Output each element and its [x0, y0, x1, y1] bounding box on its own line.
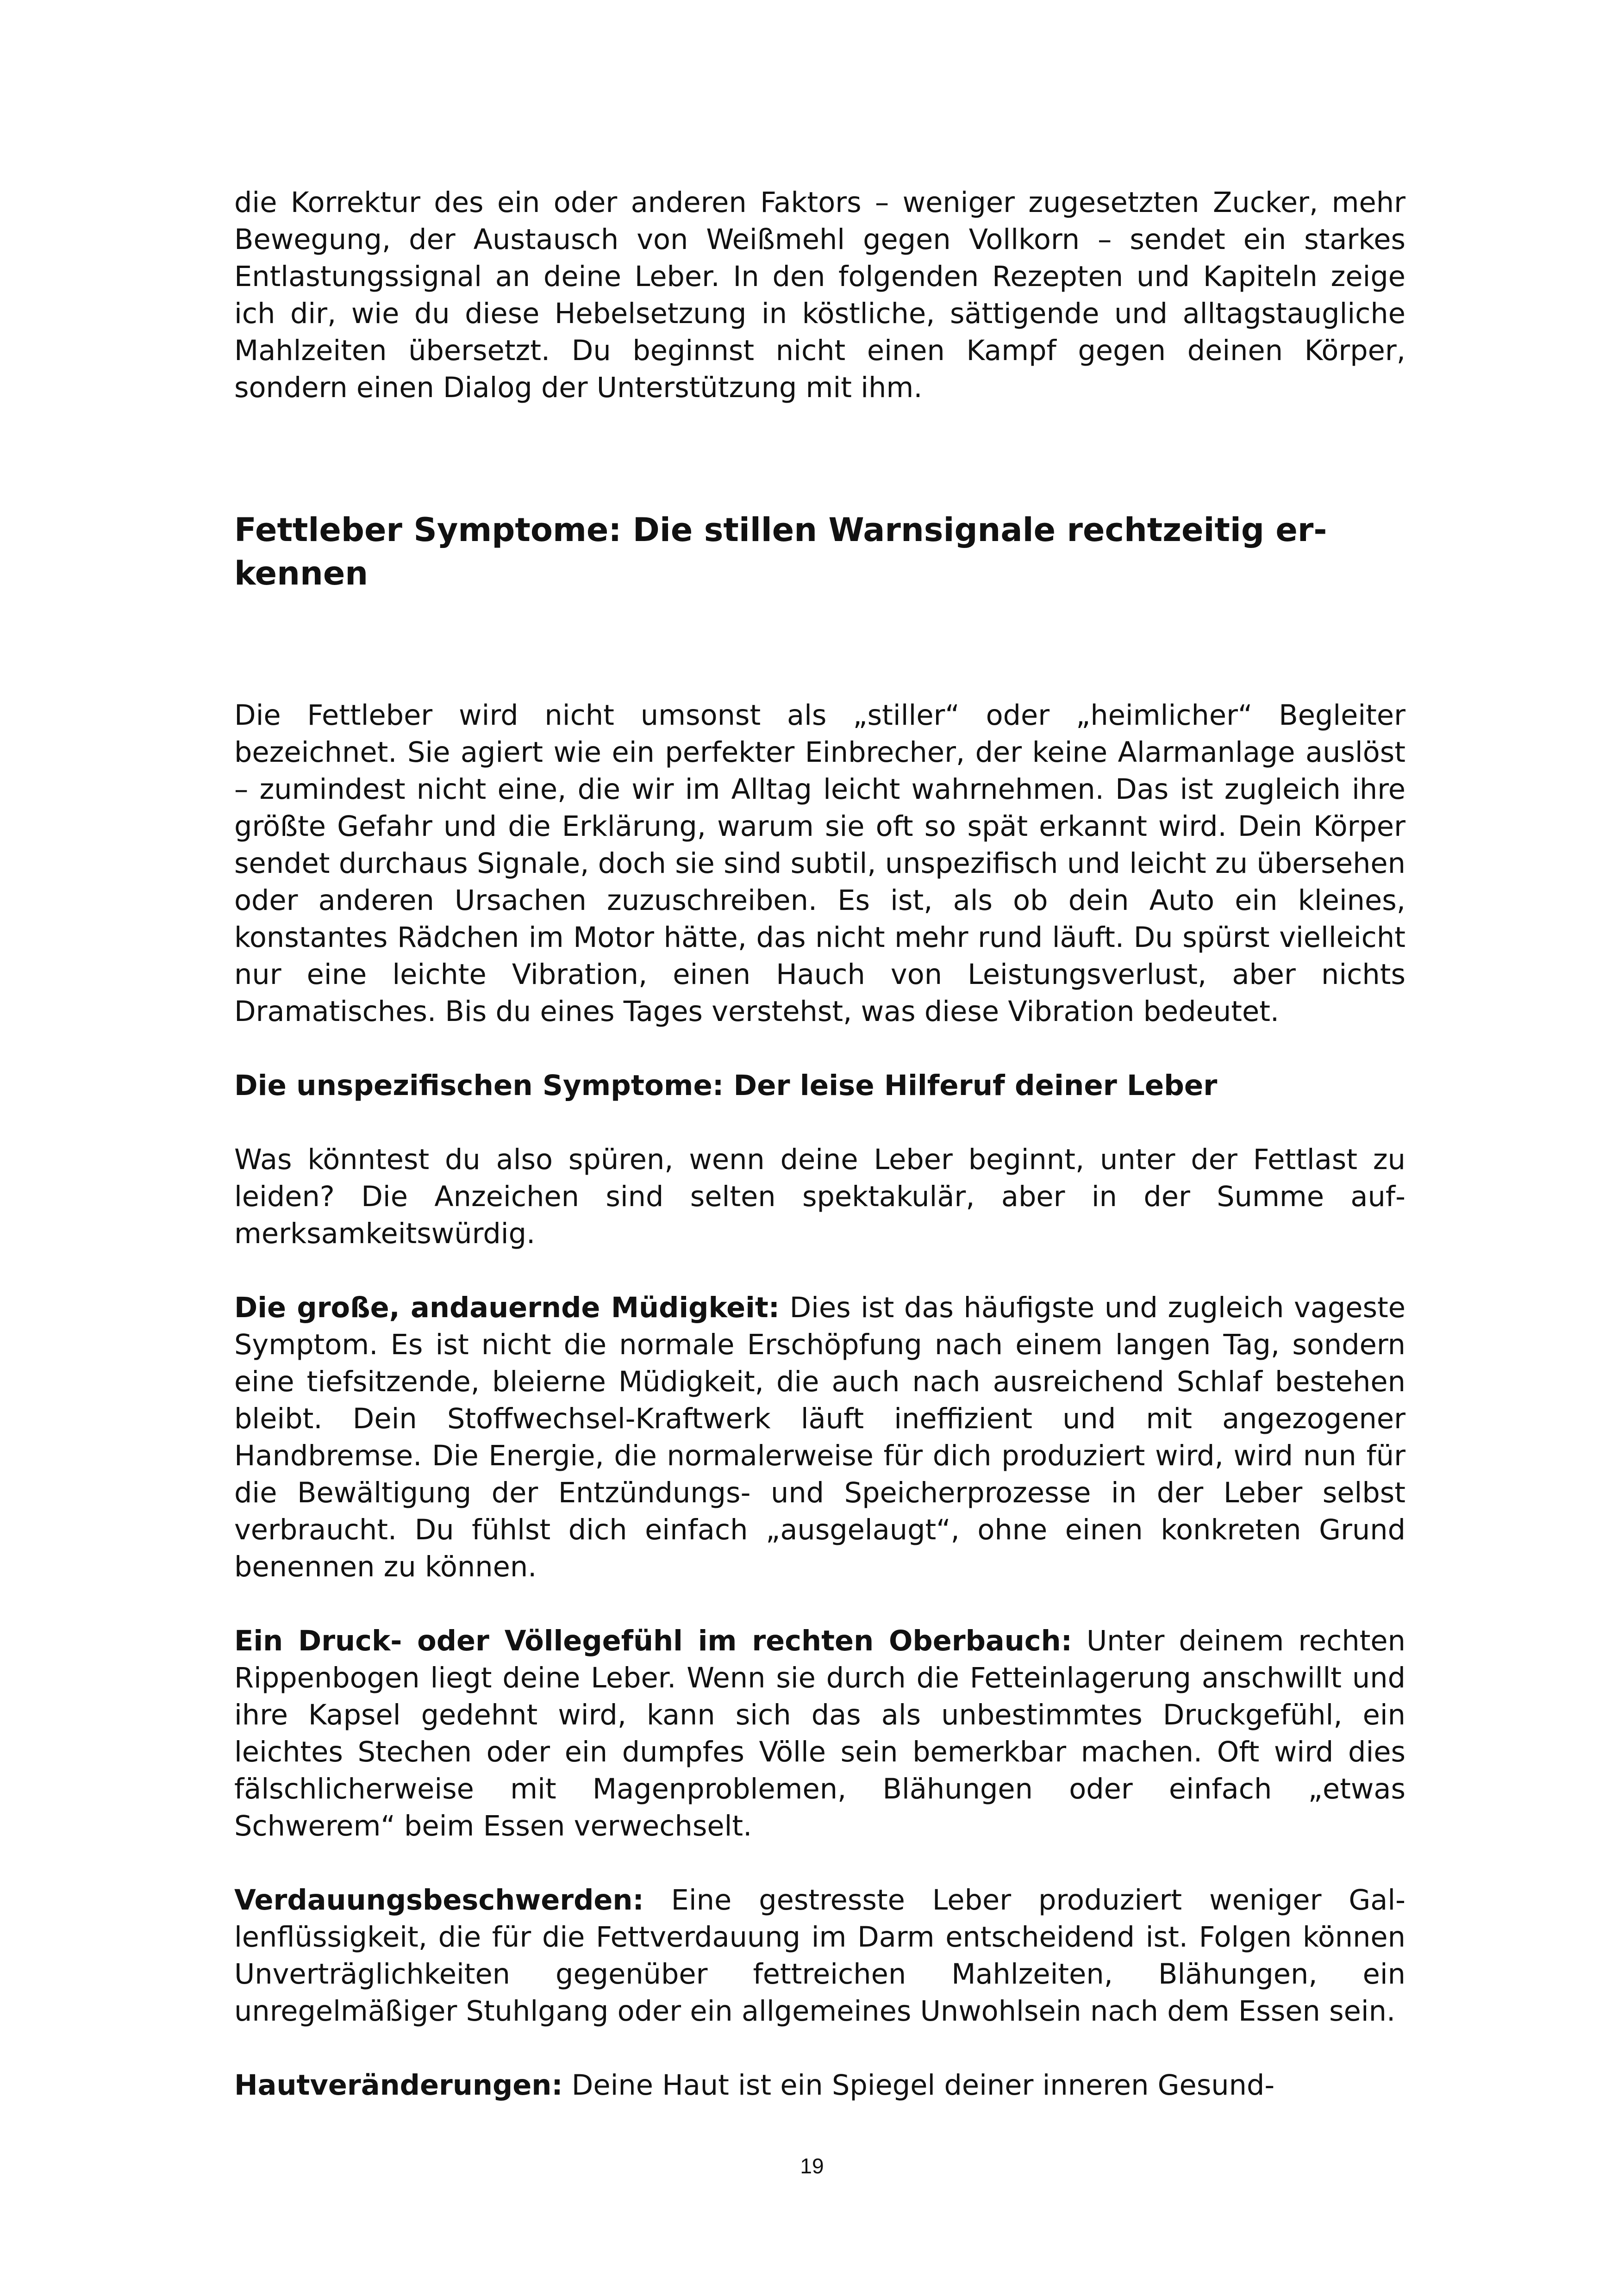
symptom-term: Hautveränderungen: [234, 2069, 563, 2102]
spacer [234, 1030, 1405, 1067]
symptom-text: Deine Haut ist ein Spiegel deiner inneren Gesund- [562, 2069, 1275, 2102]
symptom-paragraph-pressure [234, 1623, 1405, 1845]
section-heading: Fettleber Symptome: Die stillen Warnsignale rechtzeitig erkennen [234, 511, 1327, 592]
subsection-intro-paragraph: Was könntest du also spüren, wenn deine Leber beginnt, unter der Fettlast zu leiden? Die Anzeichen sind selten spektakulär, aber in der Summe aufmerksamkeitswürdig. [234, 1144, 1405, 1250]
symptom-text: Eine gestresste Leber produziert weniger Gallenflüssigkeit, die für die Fettverdauung im Darm entscheidend ist. Folgen können Unverträglichkeiten gegenüber fettreichen Mahlzeiten, Blähungen, ein unregelmäßiger Stuhlgang oder ein allgemeines Unwohlsein nach dem Essen sein. [234, 1884, 1405, 2028]
symptom-paragraph-fatigue [234, 1289, 1405, 1586]
spacer [234, 1586, 1405, 1623]
subsection-heading: Die unspezifischen Symptome: Der leise Hilferuf deiner Leber [234, 1069, 1218, 1102]
section-intro-paragraph: Die Fettleber wird nicht umsonst als „stiller“ oder „heimlicher“ Begleiter bezeichnet. Sie agiert wie ein perfekter Einbrecher, der keine Alarmanlage auslöst – zumindest nicht eine, die wir im Alltag leicht wahrnehmen. Das ist zugleich ihre größte Gefahr und die Erklärung, warum sie oft so spät erkannt wird. Dein Körper sendet durchaus Signale, doch sie sind subtil, unspezifisch und leicht zu übersehen oder anderen Ursachen zuzuschreiben. Es ist, als ob dein Auto ein kleines, konstantes Rädchen im Motor hätte, das nicht mehr rund läuft. Du spürst vielleicht nur eine leichte Vibration, einen Hauch von Leistungsverlust, aber nichts Dramatisches. Bis du eines Tages verstehst, was diese Vibration bedeutet. [234, 699, 1405, 1028]
spacer [234, 1252, 1405, 1289]
intro-paragraph: die Korrektur des ein oder anderen Faktors – weniger zugesetzten Zucker, mehr Bewegung, der Austausch von Weißmehl gegen Vollkorn – sendet ein starkes Entlastungssignal an deine Leber. In den folgenden Rezepten und Kapiteln zeige ich dir, wie du diese Hebelsetzung in köstliche, sättigende und alltagstaugliche Mahlzeiten übersetzt. Du beginnst nicht einen Kampf gegen deinen Körper, sondern einen Dialog der Unterstützung mit ihm. [234, 187, 1405, 404]
document-page [234, 184, 1405, 2104]
symptom-paragraph-digestion [234, 1882, 1405, 2030]
spacer [234, 2030, 1405, 2067]
spacer [234, 1845, 1405, 1882]
symptom-term: Ein Druck- oder Völlegefühl im rechten Oberbauch: [234, 1625, 1072, 1657]
symptom-text: Unter deinem rechten Rippenbogen liegt deine Leber. Wenn sie durch die Fetteinlagerung anschwillt und ihre Kapsel gedehnt wird, kann sich das als unbestimmtes Druckgefühl, ein leichtes Stechen oder ein dumpfes Völle sein bemerkbar machen. Oft wird dies fälschlicherweise mit Magenproblemen, Blähungen oder einfach „etwas Schwerem“ beim Essen verwechselt. [234, 1625, 1406, 1842]
symptom-term: Die große, andauernde Müdigkeit: [234, 1292, 780, 1324]
symptom-paragraph-skin [234, 2067, 1405, 2104]
spacer [234, 1104, 1405, 1141]
symptom-text: Dies ist das häufigste und zugleich vageste Symptom. Es ist nicht die normale Erschöpfung nach einem langen Tag, sondern eine tiefsitzende, bleierne Müdigkeit, die auch nach ausreichend Schlaf bestehen bleibt. Dein Stoffwechsel-Kraftwerk läuft ineffizient und mit angezogener Handbremse. Die Energie, die normalerweise für dich produziert wird, wird nun für die Bewältigung der Entzündungs- und Speicherprozesse in der Leber selbst verbraucht. Du fühlst dich einfach „ausgelaugt“, ohne einen konkreten Grund benennen zu können. [234, 1292, 1405, 1583]
spacer [234, 595, 1405, 697]
page-number: 19 [800, 2154, 824, 2178]
symptom-term: Verdauungsbeschwerden: [234, 1884, 644, 1916]
spacer [234, 406, 1405, 508]
